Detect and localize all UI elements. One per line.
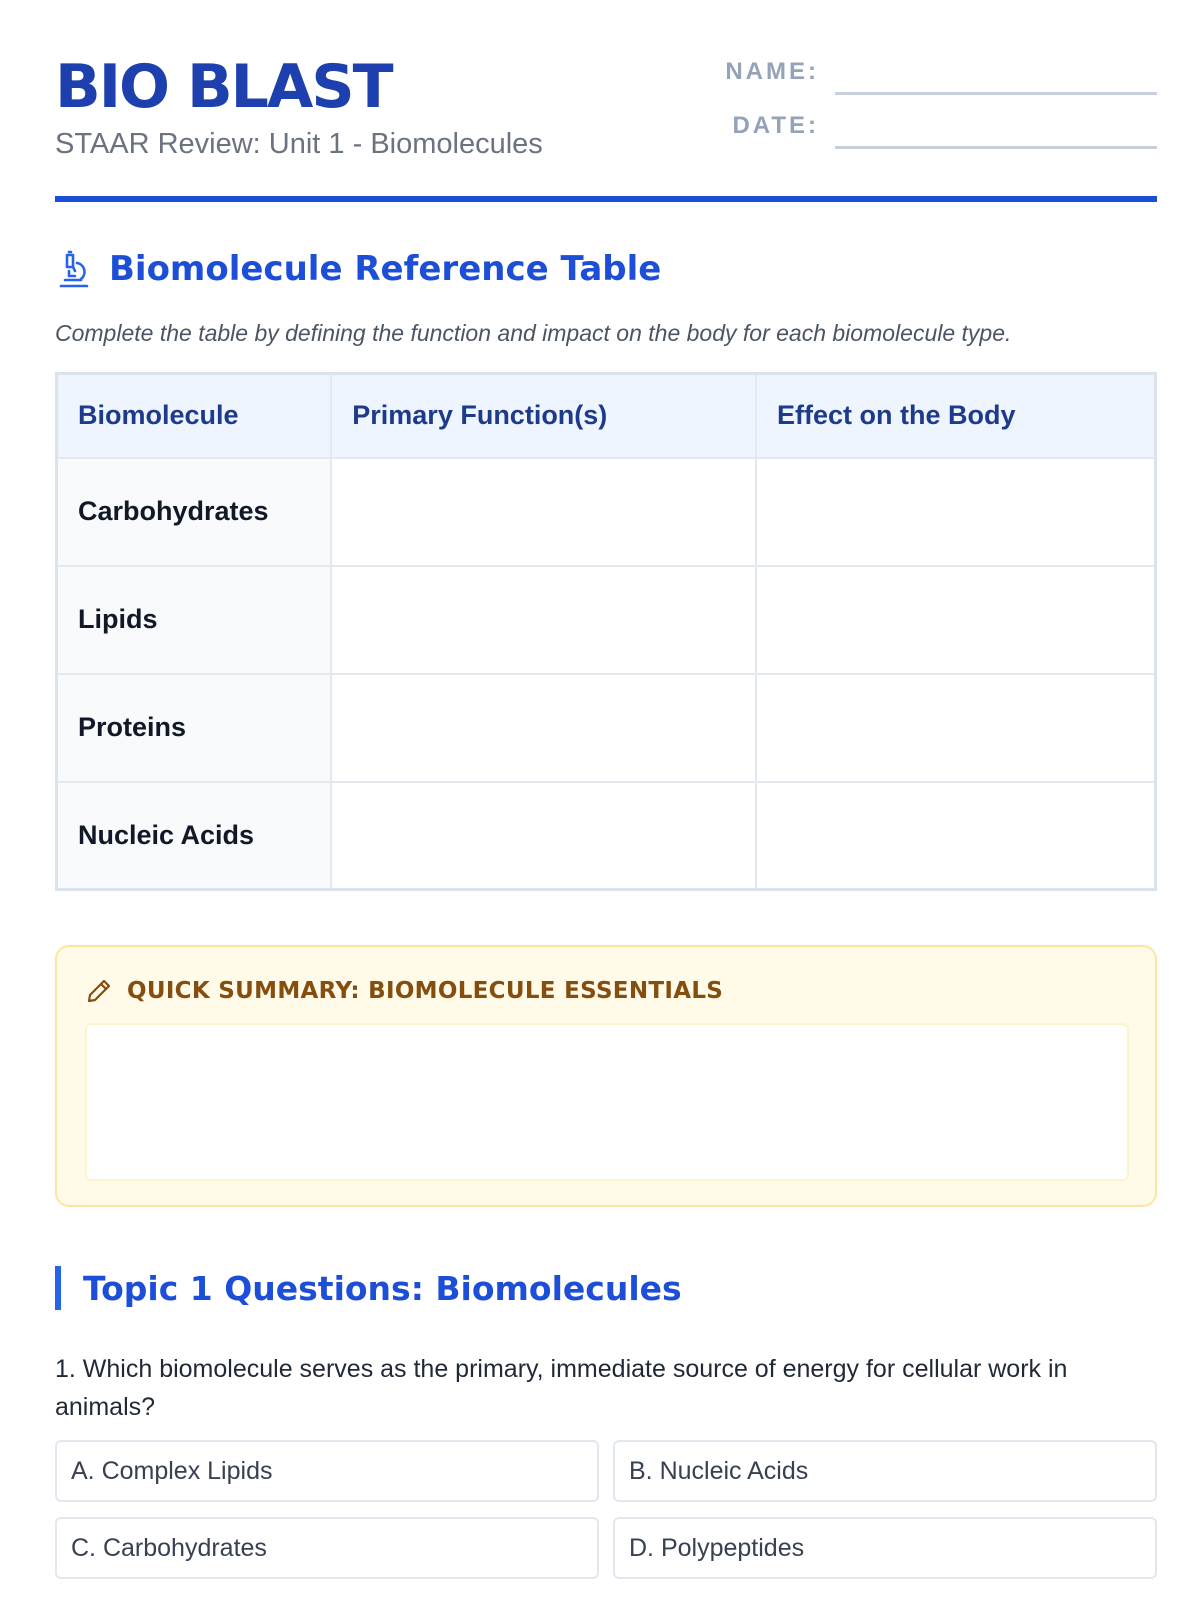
quick-summary-box (55, 945, 1157, 1207)
topic-heading (55, 1266, 682, 1310)
table-row (57, 458, 1156, 566)
answer-option-a[interactable]: A. Complex Lipids (55, 1440, 599, 1502)
name-label: NAME: (725, 58, 819, 85)
question-1-text: 1. Which biomolecule serves as the primary, immediate source of energy for cellular work in animals? (55, 1355, 1068, 1421)
pencil-icon (85, 977, 113, 1005)
effect-cell[interactable] (756, 458, 1156, 566)
answer-option-b[interactable]: B. Nucleic Acids (613, 1440, 1157, 1502)
worksheet-subtitle: STAAR Review: Unit 1 - Biomolecules (55, 128, 543, 160)
function-cell[interactable] (331, 566, 756, 674)
date-label: DATE: (732, 112, 819, 139)
biomolecule-name: Carbohydrates (57, 458, 332, 566)
table-header-row (57, 374, 1156, 458)
worksheet-title: BIO BLAST (55, 52, 392, 122)
name-field[interactable] (835, 92, 1157, 95)
answer-option-c[interactable]: C. Carbohydrates (55, 1517, 599, 1579)
worksheet-page (55, 0, 1157, 1562)
name-field-row (697, 58, 1157, 98)
column-header-biomolecule: Biomolecule (57, 374, 332, 458)
answer-option-d[interactable]: D. Polypeptides (613, 1517, 1157, 1579)
summary-answer-area[interactable] (85, 1023, 1129, 1181)
function-cell[interactable] (331, 674, 756, 782)
table-row (57, 782, 1156, 890)
microscope-icon (55, 249, 93, 289)
biomolecule-reference-table (55, 372, 1157, 891)
reference-section-heading (55, 246, 661, 292)
worksheet-header (55, 0, 1157, 202)
column-header-function: Primary Function(s) (331, 374, 756, 458)
summary-title: QUICK SUMMARY: BIOMOLECULE ESSENTIALS (127, 978, 724, 1004)
effect-cell[interactable] (756, 674, 1156, 782)
date-field-row (697, 112, 1157, 152)
effect-cell[interactable] (756, 566, 1156, 674)
summary-heading (85, 977, 723, 1005)
date-field[interactable] (835, 146, 1157, 149)
reference-table-title: Biomolecule Reference Table (109, 249, 662, 289)
function-cell[interactable] (331, 458, 756, 566)
biomolecule-name: Nucleic Acids (57, 782, 332, 890)
table-row (57, 566, 1156, 674)
table-instructions: Complete the table by defining the function and impact on the body for each biomolecule type. (55, 320, 1012, 346)
biomolecule-name: Lipids (57, 566, 332, 674)
function-cell[interactable] (331, 782, 756, 890)
effect-cell[interactable] (756, 782, 1156, 890)
biomolecule-name: Proteins (57, 674, 332, 782)
table-row (57, 674, 1156, 782)
column-header-effect: Effect on the Body (756, 374, 1156, 458)
topic-title: Topic 1 Questions: Biomolecules (83, 1268, 682, 1308)
